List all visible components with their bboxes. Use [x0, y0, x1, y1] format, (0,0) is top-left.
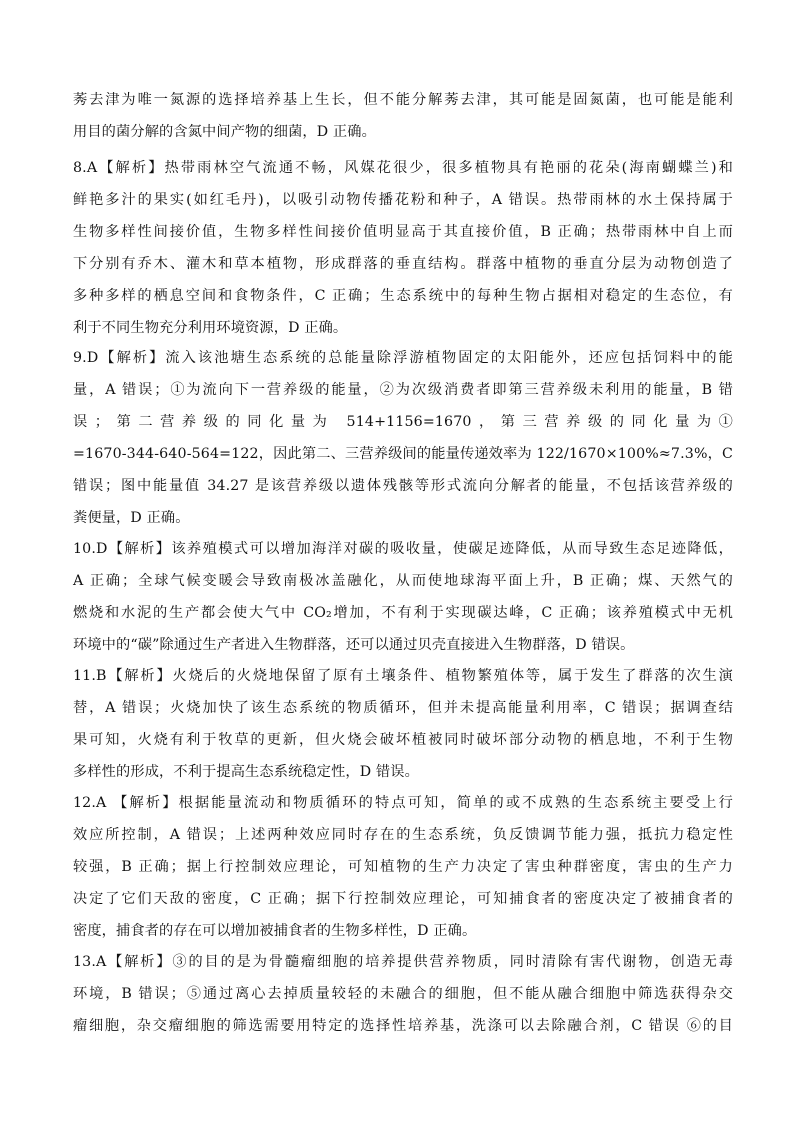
text-line: 果可知，火烧有利于牧草的更新，但火烧会破坏植被同时破坏部分动物的栖息地，不利于生物: [73, 732, 733, 748]
text-line: 粪便量，D 正确。: [73, 510, 190, 526]
text-line: 生物多样性间接价值，生物多样性间接价值明显高于其直接价值，B 正确；热带雨林中自上而: [73, 224, 733, 240]
text-line: 误；第二营养级的同化量为 514+1156=1670，第三营养级的同化量为①: [73, 414, 733, 430]
text-line: 多种多样的栖息空间和食物条件，C 正确；生态系统中的每种生物占据相对稳定的生态位，有: [73, 288, 733, 304]
text-line: 效应所控制，A 错误；上述两种效应同时存在的生态系统，负反馈调节能力强，抵抗力稳定性: [73, 827, 733, 843]
text-line: =1670-344-640-564=122，因此第二、三营养级间的能量传递效率为 122/1670×100%≈7.3%，C: [73, 446, 733, 462]
text-line: 密度，捕食者的存在可以增加被捕食者的生物多样性，D 正确。: [73, 923, 477, 939]
text-line: 量，A 错误；①为流向下一营养级的能量，②为次级消费者即第三营养级未利用的能量，B 错: [73, 382, 733, 398]
text-line: 下分别有乔木、灌木和草本植物，形成群落的垂直结构。群落中植物的垂直分层为动物创造了: [73, 256, 733, 272]
text-line: 较强，B 正确；据上行控制效应理论，可知植物的生产力决定了害虫种群密度，害虫的生产力: [73, 859, 733, 875]
text-line: 用目的菌分解的含氮中间产物的细菌，D 正确。: [73, 124, 376, 140]
text-line: 决定了它们天敌的密度，C 正确；据下行控制效应理论，可知捕食者的密度决定了被捕食者的: [73, 891, 733, 907]
text-line: 燃烧和水泥的生产都会使大气中 CO₂增加，不有利于实现碳达峰，C 正确；该养殖模式中无机: [73, 605, 733, 621]
text-line: 瘤细胞，杂交瘤细胞的筛选需要用特定的选择性培养基，洗涤可以去除融合剂，C 错误 ⑥的目: [73, 1018, 733, 1034]
text-line: 利于不同生物充分利用环境资源，D 正确。: [73, 320, 348, 336]
text-line: 多样性的形成，不利于提高生态系统稳定性，D 错误。: [73, 764, 419, 780]
text-line: 8.A【解析】热带雨林空气流通不畅，风媒花很少，很多植物具有艳丽的花朵(海南蝴蝶兰)和: [73, 160, 733, 176]
text-line: 11.B【解析】火烧后的火烧地保留了原有土壤条件、植物繁殖体等，属于发生了群落的次生演: [73, 668, 733, 684]
text-line: 13.A【解析】③的目的是为骨髓瘤细胞的培养提供营养物质，同时清除有害代谢物，创造无毒: [73, 954, 733, 970]
text-line: 鲜艳多汁的果实(如红毛丹)，以吸引动物传播花粉和种子，A 错误。热带雨林的水土保持属于: [73, 192, 733, 208]
text-line: 12.A 【解析】根据能量流动和物质循环的特点可知，简单的或不成熟的生态系统主要受上行: [73, 795, 733, 811]
text-line: 环境中的“碳”除通过生产者进入生物群落，还可以通过贝壳直接进入生物群落，D 错误。: [73, 637, 635, 653]
text-line: 10.D【解析】该养殖模式可以增加海洋对碳的吸收量，使碳足迹降低，从而导致生态足迹降低，: [73, 541, 733, 557]
text-line: 9.D【解析】流入该池塘生态系统的总能量除浮游植物固定的太阳能外，还应包括饲料中的能: [73, 350, 733, 366]
text-line: 环境，B 错误；⑤通过离心去掉质量较轻的未融合的细胞，但不能从融合细胞中筛选获得杂交: [73, 986, 733, 1002]
text-line: 错误；图中能量值 34.27 是该营养级以遗体残骸等形式流向分解者的能量，不包括该营养级的: [73, 478, 733, 494]
text-line: 莠去津为唯一氮源的选择培养基上生长，但不能分解莠去津，其可能是固氮菌，也可能是能利: [73, 92, 733, 108]
text-line: A 正确；全球气候变暖会导致南极冰盖融化，从而使地球海平面上升，B 正确；煤、天然气的: [73, 573, 733, 589]
text-line: 替，A 错误；火烧加快了该生态系统的物质循环，但并未提高能量利用率，C 错误；据调查结: [73, 700, 733, 716]
